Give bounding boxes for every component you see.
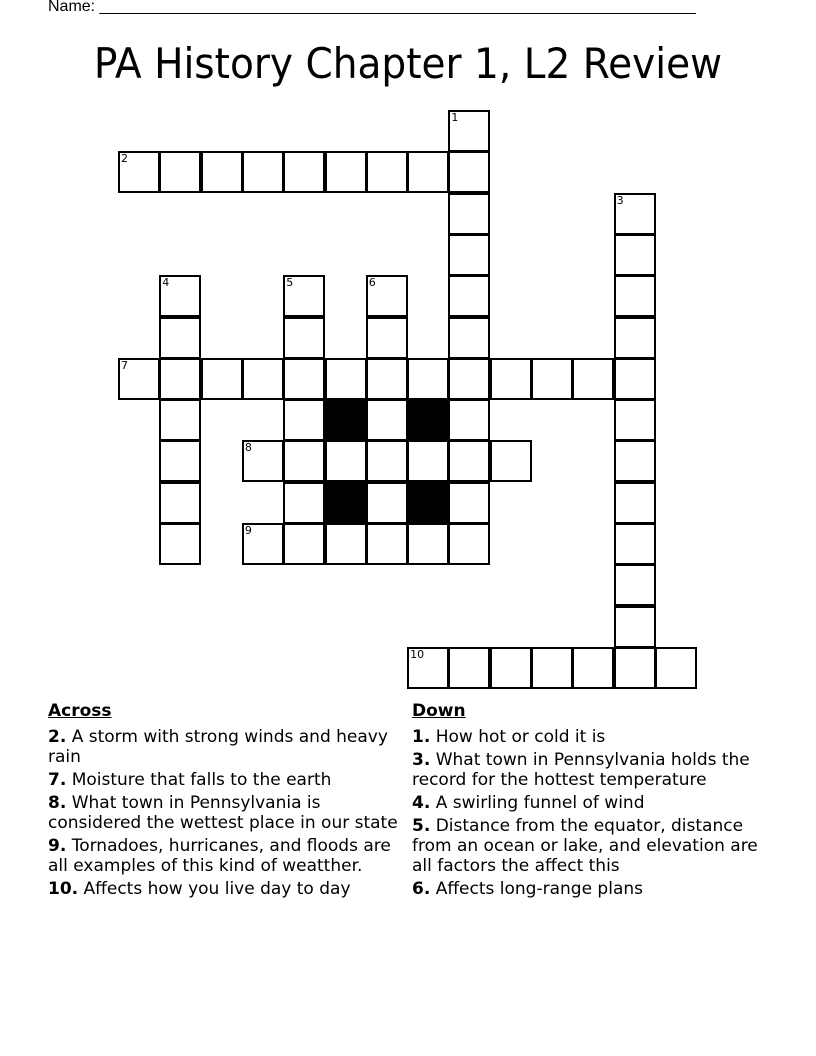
clue-number: 2 (121, 152, 128, 166)
clue-num: 9. (48, 836, 67, 856)
crossword-cell[interactable] (283, 358, 325, 400)
crossword-cell[interactable] (242, 440, 284, 482)
crossword-cell[interactable] (325, 523, 367, 565)
across-clue-list (48, 727, 408, 899)
across-clue (48, 836, 408, 876)
crossword-cell[interactable] (614, 482, 656, 524)
clue-num: 7. (48, 770, 67, 790)
crossword-cell[interactable] (283, 317, 325, 359)
clue-number: 3 (616, 193, 624, 207)
clue-text: A storm with strong winds and heavy rain (48, 727, 388, 767)
down-clue (412, 793, 772, 813)
crossword-cell[interactable] (366, 275, 408, 317)
crossword-cell[interactable] (448, 317, 490, 359)
crossword-cell[interactable] (201, 358, 243, 400)
clue-num: 2. (48, 727, 67, 747)
crossword-cell[interactable] (407, 523, 449, 565)
crossword-cell[interactable] (159, 440, 201, 482)
crossword-cell[interactable] (325, 151, 367, 193)
crossword-cell[interactable] (614, 399, 656, 441)
crossword-cell[interactable] (531, 358, 573, 400)
crossword-cell[interactable] (655, 647, 697, 689)
across-clue (48, 727, 408, 767)
crossword-cell[interactable] (490, 358, 532, 400)
crossword-cell[interactable] (118, 151, 160, 193)
across-clue (48, 770, 408, 790)
crossword-cell[interactable] (614, 647, 656, 689)
crossword-cell[interactable] (159, 317, 201, 359)
crossword-cell[interactable] (407, 358, 449, 400)
down-clue-list (412, 727, 772, 899)
crossword-cell[interactable] (614, 606, 656, 648)
clue-text: Affects how you live day to day (83, 879, 351, 899)
crossword-cell[interactable] (366, 482, 408, 524)
crossword-cell[interactable] (448, 193, 490, 235)
crossword-cell[interactable] (366, 399, 408, 441)
clue-text: What town in Pennsylvania holds the record for the hottest temperature (412, 750, 750, 790)
down-clue (412, 750, 772, 790)
clue-number: 4 (162, 276, 170, 290)
clue-num: 5. (412, 816, 431, 836)
across-clue (48, 879, 408, 899)
clue-number: 8 (244, 441, 252, 455)
black-square (325, 399, 367, 441)
clue-num: 6. (412, 879, 431, 899)
crossword-cell[interactable] (283, 399, 325, 441)
crossword-cell[interactable] (366, 523, 408, 565)
clue-number: 1 (451, 111, 459, 124)
crossword-cell[interactable] (448, 523, 490, 565)
crossword-cell[interactable] (407, 440, 449, 482)
down-clue (412, 816, 772, 876)
clue-num: 4. (412, 793, 431, 813)
name-field-line: Name: ___________________________________________________________________ (48, 0, 696, 15)
crossword-cell[interactable] (448, 647, 490, 689)
clue-number: 10 (410, 647, 425, 661)
crossword-cell[interactable] (614, 234, 656, 276)
crossword-cell[interactable] (201, 151, 243, 193)
page-title: PA History Chapter 1, L2 Review (93, 39, 723, 88)
down-heading: Down (412, 701, 466, 721)
crossword-cell[interactable] (614, 358, 656, 400)
crossword-cell[interactable] (159, 523, 201, 565)
clue-number: 7 (121, 358, 128, 372)
crossword-cell[interactable] (159, 482, 201, 524)
crossword-cell[interactable] (283, 151, 325, 193)
crossword-cell[interactable] (448, 440, 490, 482)
clue-num: 3. (412, 750, 431, 770)
clue-number: 6 (368, 276, 376, 290)
crossword-cell[interactable] (490, 440, 532, 482)
clue-text: Tornadoes, hurricanes, and floods are all examples of this kind of weatther. (48, 836, 391, 876)
clue-num: 1. (412, 727, 431, 747)
crossword-cell[interactable] (242, 358, 284, 400)
crossword-cell[interactable] (366, 151, 408, 193)
clue-num: 10. (48, 879, 79, 899)
crossword-cell[interactable] (614, 523, 656, 565)
across-clue (48, 793, 408, 833)
crossword-cell[interactable] (614, 275, 656, 317)
crossword-cell[interactable] (159, 399, 201, 441)
crossword-cell[interactable] (118, 358, 160, 400)
clue-text: How hot or cold it is (435, 727, 606, 747)
black-square (407, 399, 449, 441)
crossword-cell[interactable] (448, 110, 490, 152)
clue-number: 9 (244, 524, 252, 537)
down-clues (412, 701, 772, 902)
clue-text: Affects long-range plans (435, 879, 643, 899)
crossword-cell[interactable] (448, 151, 490, 193)
clue-number: 5 (286, 276, 294, 290)
crossword-cell[interactable] (448, 358, 490, 400)
crossword-cell[interactable] (159, 275, 201, 317)
crossword-cell[interactable] (614, 440, 656, 482)
crossword-cell[interactable] (283, 275, 325, 317)
crossword-cell[interactable] (242, 523, 284, 565)
crossword-cell[interactable] (614, 317, 656, 359)
crossword-cell[interactable] (325, 358, 367, 400)
crossword-cell[interactable] (572, 647, 614, 689)
crossword-cell[interactable] (283, 523, 325, 565)
crossword-cell[interactable] (448, 275, 490, 317)
crossword-cell[interactable] (366, 358, 408, 400)
crossword-cell[interactable] (159, 358, 201, 400)
across-heading: Across (48, 701, 112, 721)
crossword-cell[interactable] (325, 440, 367, 482)
crossword-cell[interactable] (448, 399, 490, 441)
crossword-cell[interactable] (366, 317, 408, 359)
crossword-cell[interactable] (366, 440, 408, 482)
down-clue (412, 879, 772, 899)
crossword-cell[interactable] (448, 234, 490, 276)
crossword-cell[interactable] (242, 151, 284, 193)
crossword-cell[interactable] (614, 193, 656, 235)
crossword-cell[interactable] (531, 647, 573, 689)
black-square (407, 482, 449, 524)
crossword-cell[interactable] (614, 564, 656, 606)
crossword-cell[interactable] (407, 151, 449, 193)
clue-num: 8. (48, 793, 67, 813)
crossword-cell[interactable] (572, 358, 614, 400)
crossword-cell[interactable] (490, 647, 532, 689)
black-square (325, 482, 367, 524)
across-clues (48, 701, 408, 902)
clue-text: Distance from the equator, distance from an ocean or lake, and elevation are all factors the affect this (412, 816, 758, 876)
clue-text: Moisture that falls to the earth (71, 770, 332, 790)
crossword-cell[interactable] (283, 482, 325, 524)
crossword-cell[interactable] (159, 151, 201, 193)
crossword-cell[interactable] (407, 647, 449, 689)
clue-text: What town in Pennsylvania is considered the wettest place in our state (48, 793, 398, 833)
down-clue (412, 727, 772, 747)
crossword-cell[interactable] (448, 482, 490, 524)
crossword-cell[interactable] (283, 440, 325, 482)
clue-text: A swirling funnel of wind (435, 793, 645, 813)
